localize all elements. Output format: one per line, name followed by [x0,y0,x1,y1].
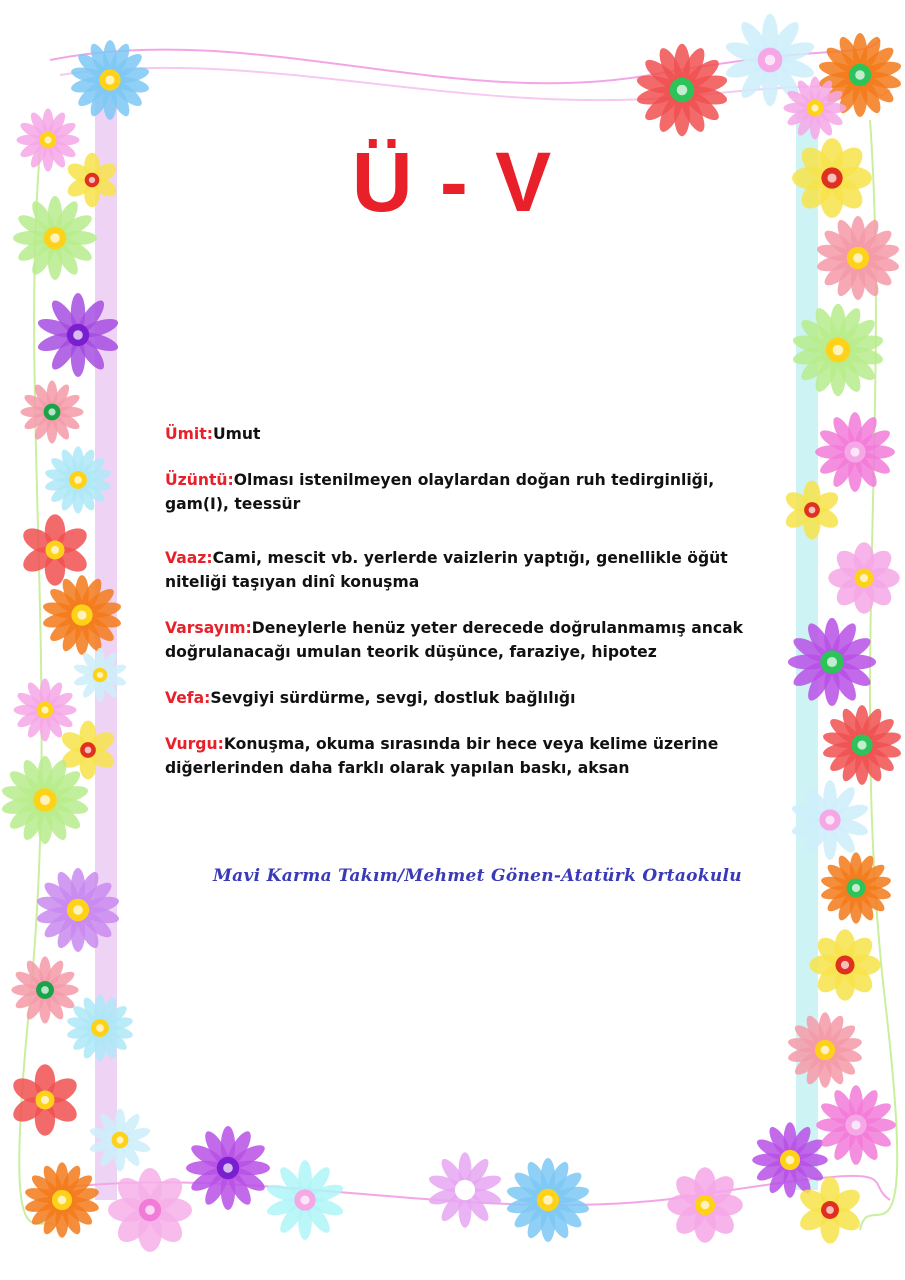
flower-center-highlight [41,1096,49,1104]
entry-definition: Sevgiyi sürdürme, sevgi, dostluk bağlılığı [210,689,576,707]
flower-center-highlight [853,253,863,263]
entry-varsayim [165,616,765,664]
entry-vaaz [165,546,765,594]
flower-center-highlight [765,55,776,66]
flower-center-highlight [51,546,59,554]
flower-decoration [667,1167,743,1243]
flower-center-highlight [96,1024,104,1032]
entry-definition: Konuşma, okuma sırasında bir hece veya kelime üzerine diğerlerinden daha farklı olarak yapılan baskı, aksan [165,735,719,777]
flower-center-highlight [48,408,55,415]
entry-definition: Deneylerle henüz yeter derecede doğrulanmamış ancak doğrulanacağı umulan teorik düşünce, faraziye, hipotez [165,619,743,661]
flower-center-highlight [116,1136,123,1143]
flower-decoration [108,1168,192,1252]
flower-decoration [505,1158,590,1242]
flower-decoration [24,1162,101,1238]
flower-center-highlight [74,476,82,484]
flower-decoration [427,1152,503,1228]
entry-definition: Olması istenilmeyen olaylardan doğan ruh tedirginliği, gam(I), teessür [165,471,715,513]
flower-center-highlight [786,1156,795,1165]
flower-center-highlight [841,961,849,969]
flower-center-highlight [41,706,48,713]
flower-decoration [70,40,151,120]
entry-term: Üzüntü: [165,471,234,489]
entry-uzuntu [165,468,765,516]
flower-center-highlight [543,1195,553,1205]
flower-center-highlight [58,1196,67,1205]
entry-term: Ümit: [165,425,213,443]
flower-decoration [265,1160,345,1240]
entry-term: Vurgu: [165,735,224,753]
flower-decoration [815,216,900,300]
page-title: Ü - V [351,135,554,229]
entry-umit [165,422,765,446]
flower-decoration [19,514,91,585]
entry-definition: Cami, mescit vb. yerlerde vaizlerin yaptığı, genellikle öğüt niteliği taşıyan dinî konuşma [165,549,728,591]
flower-center-highlight [40,795,50,805]
flower-center-highlight [851,1120,860,1129]
flower-center-highlight [77,610,86,619]
flower-decoration [66,994,134,1061]
flower-center-highlight [809,507,816,514]
flower-center-highlight [701,1201,710,1210]
flower-center-highlight [825,815,834,824]
entry-term: Vaaz: [165,549,213,567]
flower-center-highlight [300,1195,309,1204]
flower-center-highlight [85,747,92,754]
flower-decoration [815,412,895,492]
flower-decoration [816,1085,896,1165]
flower-decoration [809,929,880,1000]
flower-decoration [21,381,84,444]
flower-decoration [11,956,78,1023]
flower-center-highlight [145,1205,155,1215]
entry-vefa [165,686,765,710]
flower-center-highlight [821,1046,830,1055]
flower-decoration [820,852,892,923]
entry-definition: Umut [212,425,261,443]
flower-decoration [73,648,128,703]
entry-vurgu [165,732,765,780]
flower-decoration [828,542,899,613]
flower-center-highlight [855,70,865,80]
flower-center-highlight [677,85,688,96]
flower-decoration [822,705,903,785]
flower-center-highlight [857,740,866,749]
flower-center-highlight [811,104,818,111]
flower-center-highlight [105,75,114,84]
flower-center-highlight [850,447,859,456]
flower-center-highlight [41,986,49,994]
flower-center-highlight [826,1206,834,1214]
flower-decoration [0,756,89,844]
flower-center-highlight [860,574,868,582]
flower-center-highlight [73,905,83,915]
flower-decoration [14,679,77,742]
flower-center-highlight [73,330,83,340]
flower-center-highlight [50,233,60,243]
flower-center-highlight [461,1186,470,1195]
entry-term: Varsayım: [165,619,252,637]
flower-decoration [186,1126,270,1210]
flower-decoration [635,44,729,136]
entry-term: Vefa: [165,689,211,707]
flower-center-highlight [223,1163,233,1173]
flower-center-highlight [833,345,844,356]
flower-decoration [782,481,841,540]
flower-center-highlight [97,672,103,678]
definition-list [165,422,765,780]
flower-center-highlight [827,657,837,667]
author-credit: Mavi Karma Takım/Mehmet Gönen-Atatürk Ortaokulu [213,866,742,886]
